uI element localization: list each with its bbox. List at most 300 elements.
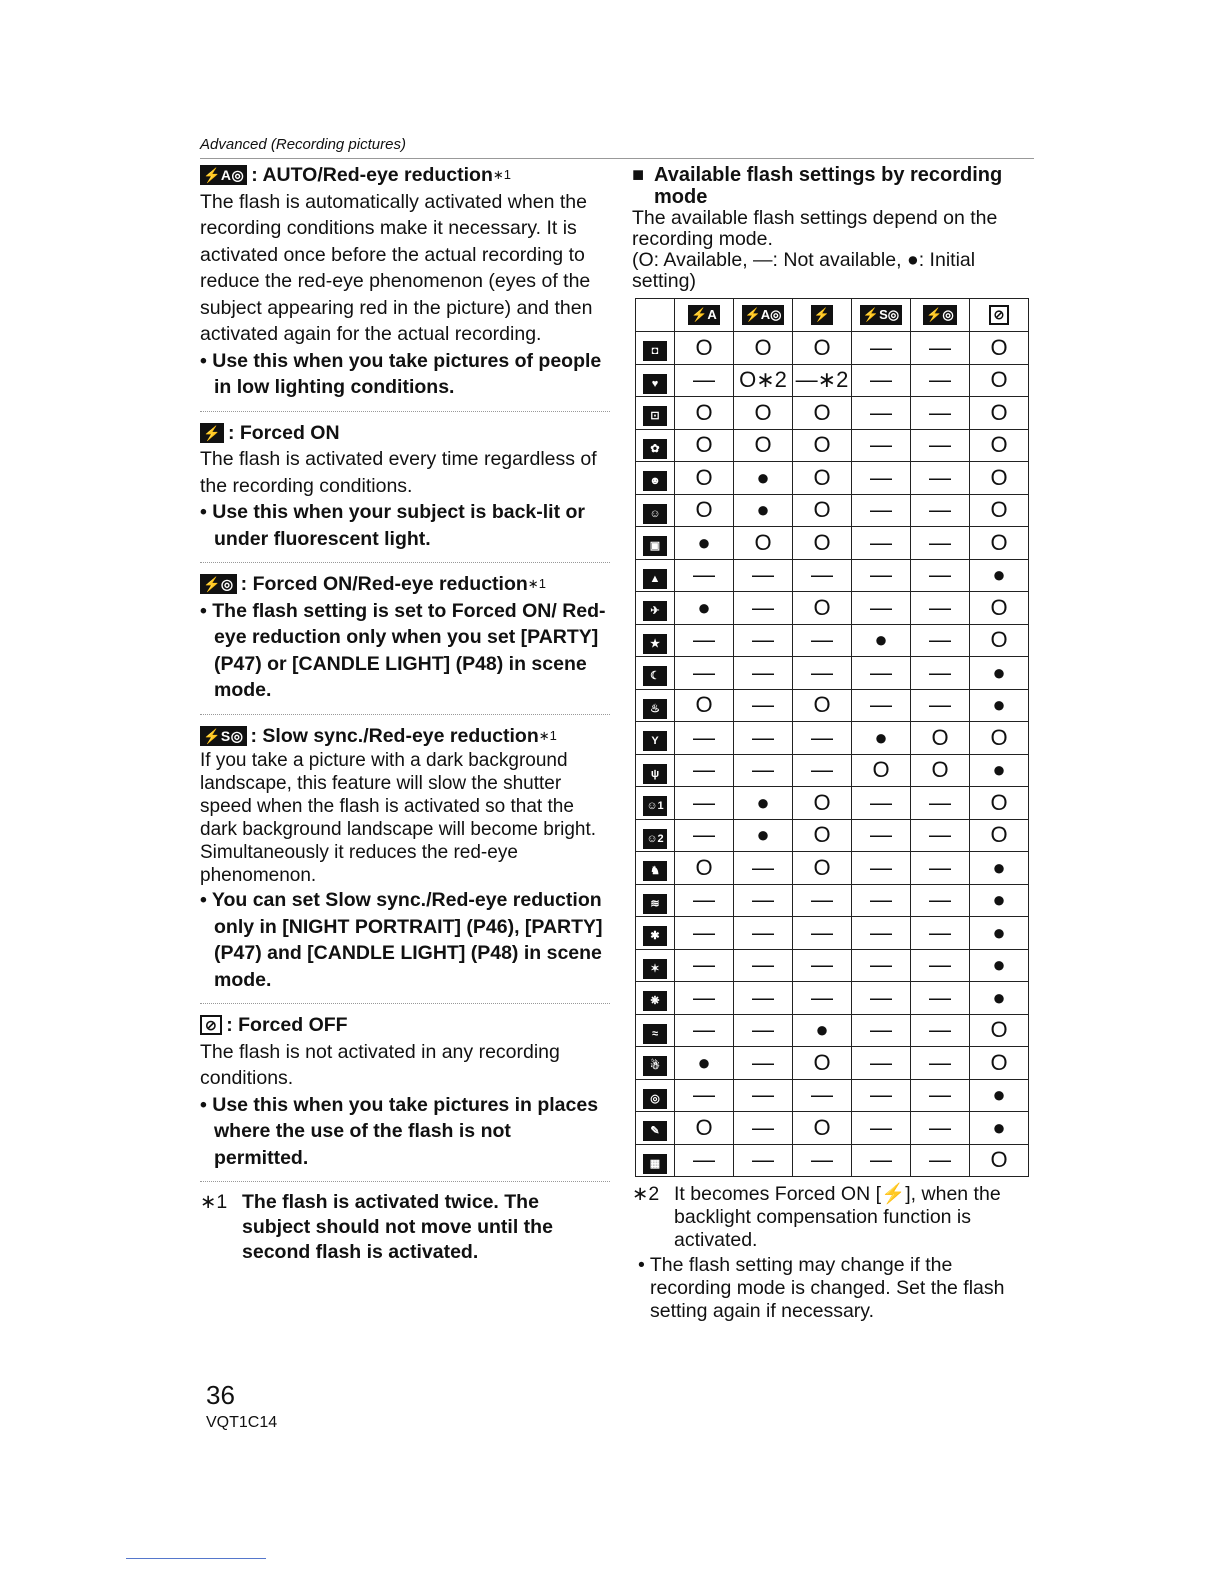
recording-mode-cell [636, 949, 675, 982]
recording-mode-cell [636, 1112, 675, 1145]
availability-cell: — [793, 722, 852, 755]
table-row [636, 689, 1029, 722]
flash-table-title [632, 164, 1036, 208]
availability-cell: O [793, 689, 852, 722]
availability-cell: ● [970, 982, 1029, 1015]
availability-cell: — [911, 657, 970, 690]
availability-cell: —∗2 [793, 364, 852, 397]
table-row [636, 917, 1029, 950]
availability-cell: — [675, 982, 734, 1015]
availability-cell: O [970, 364, 1029, 397]
flash-column-header [970, 299, 1029, 332]
flash-mode-tip: • Use this when your subject is back-lit or under fluorescent light. [200, 501, 586, 550]
recording-mode-cell [636, 592, 675, 625]
flash-mode-title-text: : Forced ON/Red-eye reduction [240, 573, 528, 595]
recording-mode-icon: ☾ [643, 666, 667, 686]
flash-mode-title [200, 420, 610, 447]
availability-cell: — [734, 624, 793, 657]
flash-mode-icon: ⚡◎ [923, 305, 957, 325]
recording-mode-cell [636, 494, 675, 527]
recording-mode-cell [636, 1144, 675, 1177]
availability-cell: — [793, 1144, 852, 1177]
recording-mode-icon: ♞ [643, 861, 667, 881]
availability-cell: O [793, 592, 852, 625]
flash-mode-icon: ⚡S◎ [860, 305, 902, 325]
availability-cell: — [852, 1144, 911, 1177]
availability-cell: — [911, 787, 970, 820]
page-number: 36 [206, 1380, 235, 1410]
recording-mode-cell [636, 657, 675, 690]
recording-mode-icon: ▲ [643, 569, 667, 589]
availability-cell: — [734, 884, 793, 917]
availability-cell: — [675, 722, 734, 755]
recording-mode-icon: Y [643, 731, 667, 751]
availability-cell: — [734, 1014, 793, 1047]
availability-cell: — [911, 819, 970, 852]
availability-cell: ● [734, 462, 793, 495]
flash-mode-tip: • Use this when you take pictures of people in low lighting conditions. [200, 349, 602, 398]
table-row [636, 592, 1029, 625]
availability-cell: — [852, 917, 911, 950]
recording-mode-icon: ψ [643, 764, 667, 784]
flash-mode-title-text: : AUTO/Red-eye reduction [251, 164, 493, 186]
availability-cell: O [793, 527, 852, 560]
availability-cell: — [852, 982, 911, 1015]
recording-mode-cell [636, 462, 675, 495]
recording-mode-cell [636, 852, 675, 885]
table-row [636, 1014, 1029, 1047]
availability-cell: O [734, 429, 793, 462]
availability-cell: — [675, 1014, 734, 1047]
availability-cell: ● [970, 852, 1029, 885]
availability-cell: — [734, 1112, 793, 1145]
table-row [636, 657, 1029, 690]
flash-mode-title [200, 1012, 610, 1039]
availability-cell: — [734, 852, 793, 885]
availability-cell: — [734, 689, 793, 722]
availability-cell: — [911, 592, 970, 625]
recording-mode-icon: ▦ [643, 1154, 667, 1174]
availability-cell: O [970, 1047, 1029, 1080]
flash-mode-description: The flash is not activated in any recording conditions. [200, 1040, 560, 1089]
availability-cell: O [970, 819, 1029, 852]
availability-cell: O [734, 332, 793, 365]
availability-cell: — [911, 332, 970, 365]
recording-mode-cell [636, 364, 675, 397]
table-row [636, 982, 1029, 1015]
availability-cell: O [793, 332, 852, 365]
flash-column-header [675, 299, 734, 332]
flash-column-header [852, 299, 911, 332]
table-row [636, 624, 1029, 657]
recording-mode-cell [636, 1079, 675, 1112]
flash-mode-tip: • The flash setting is set to Forced ON/ Red-eye reduction only when you set [PARTY] (P47) or [CANDLE LIGHT] (P48) in scene mode. [200, 599, 606, 701]
recording-mode-cell [636, 787, 675, 820]
table-row [636, 722, 1029, 755]
flash-mode-icon: ⚡◎ [200, 574, 237, 594]
header-rule [200, 158, 1034, 159]
availability-cell: — [675, 364, 734, 397]
availability-cell: — [852, 429, 911, 462]
availability-cell: O [793, 819, 852, 852]
recording-mode-icon: ◘ [643, 341, 667, 361]
recording-mode-cell [636, 754, 675, 787]
recording-mode-cell [636, 624, 675, 657]
availability-cell: — [852, 592, 911, 625]
flash-mode-section [200, 723, 610, 994]
availability-cell: — [911, 1014, 970, 1047]
availability-cell: ● [675, 592, 734, 625]
section-divider [200, 562, 610, 563]
recording-mode-icon: ✿ [643, 439, 667, 459]
availability-cell: — [852, 884, 911, 917]
recording-mode-cell [636, 1014, 675, 1047]
availability-cell: — [852, 1112, 911, 1145]
availability-cell: — [911, 982, 970, 1015]
availability-cell: O [675, 462, 734, 495]
availability-cell: ● [970, 754, 1029, 787]
table-row [636, 884, 1029, 917]
footnote-ref: ∗1 [527, 576, 546, 591]
recording-mode-cell [636, 429, 675, 462]
availability-cell: O [911, 722, 970, 755]
left-column [200, 162, 610, 1265]
flash-mode-icon: ⚡A◎ [200, 165, 247, 185]
recording-mode-cell [636, 722, 675, 755]
availability-cell: — [675, 559, 734, 592]
availability-cell: O [911, 754, 970, 787]
table-row [636, 332, 1029, 365]
availability-cell: O [675, 429, 734, 462]
recording-mode-icon: ✱ [643, 926, 667, 946]
availability-cell: — [911, 527, 970, 560]
availability-cell: — [793, 754, 852, 787]
flash-settings-table [635, 298, 1029, 1177]
recording-mode-cell [636, 332, 675, 365]
availability-cell: — [911, 1144, 970, 1177]
recording-mode-icon: ≋ [643, 894, 667, 914]
availability-cell: O [970, 592, 1029, 625]
recording-mode-cell [636, 559, 675, 592]
availability-cell: — [911, 949, 970, 982]
table-row [636, 1112, 1029, 1145]
flash-mode-description: If you take a picture with a dark background landscape, this feature will slow the shutter speed when the flash is activated so that the dark background landscape will become bright. Simultaneously it reduces the red-eye phenomenon. [200, 750, 597, 886]
availability-cell: O [675, 397, 734, 430]
table-row [636, 852, 1029, 885]
table-row [636, 787, 1029, 820]
availability-cell: — [852, 494, 911, 527]
recording-mode-cell [636, 917, 675, 950]
availability-cell: ● [970, 917, 1029, 950]
availability-cell: — [852, 1079, 911, 1112]
flash-mode-section [200, 1012, 610, 1171]
flash-mode-title [200, 723, 610, 750]
availability-cell: — [852, 332, 911, 365]
section-divider [200, 714, 610, 715]
recording-mode-icon: ♥ [643, 374, 667, 394]
availability-cell: O [970, 397, 1029, 430]
availability-cell: — [734, 949, 793, 982]
recording-mode-icon: ✎ [643, 1121, 667, 1141]
availability-cell: — [793, 559, 852, 592]
table-row [636, 429, 1029, 462]
recording-mode-icon: ✶ [643, 959, 667, 979]
availability-cell: ● [852, 722, 911, 755]
flash-mode-title-text: : Slow sync./Red-eye reduction [250, 724, 539, 747]
availability-cell: — [793, 624, 852, 657]
availability-cell: — [911, 364, 970, 397]
flash-table-legend: (O: Available, —: Not available, ●: Initial setting) [632, 249, 976, 292]
availability-cell: — [852, 397, 911, 430]
flash-mode-section [200, 571, 610, 704]
footnote-1 [200, 1190, 610, 1265]
availability-cell: — [911, 852, 970, 885]
flash-mode-title-text: : Forced OFF [226, 1014, 348, 1036]
availability-cell: — [911, 462, 970, 495]
footnote-1-mark: ∗1 [200, 1191, 228, 1213]
availability-cell: — [675, 1144, 734, 1177]
availability-cell: O [970, 332, 1029, 365]
availability-cell: — [734, 722, 793, 755]
section-divider [200, 411, 610, 412]
availability-cell: — [793, 982, 852, 1015]
recording-mode-cell [636, 884, 675, 917]
availability-cell: O [852, 754, 911, 787]
recording-mode-icon: ▣ [643, 536, 667, 556]
flash-column-header [911, 299, 970, 332]
availability-cell: — [911, 559, 970, 592]
availability-cell: O [970, 624, 1029, 657]
availability-cell: — [734, 982, 793, 1015]
availability-cell: O [675, 852, 734, 885]
bottom-rule [126, 1558, 266, 1559]
availability-cell: — [852, 364, 911, 397]
footnote-2-text: It becomes Forced ON [⚡], when the backlight compensation function is activated. [674, 1183, 1001, 1251]
availability-cell: — [734, 754, 793, 787]
availability-cell: O [793, 462, 852, 495]
table-row [636, 949, 1029, 982]
table-row [636, 1047, 1029, 1080]
flash-mode-icon: ⊘ [989, 305, 1010, 325]
availability-cell: — [911, 917, 970, 950]
footnote-1-text: The flash is activated twice. The subject should not move until the second flash is activated. [242, 1191, 553, 1263]
recording-mode-icon: ☺2 [643, 829, 667, 849]
availability-cell: — [911, 689, 970, 722]
availability-cell: — [793, 917, 852, 950]
flash-table-intro: The available flash settings depend on the recording mode. [632, 207, 998, 250]
availability-cell: — [911, 1047, 970, 1080]
availability-cell: — [793, 657, 852, 690]
recording-mode-icon: ♨ [643, 699, 667, 719]
availability-cell: ● [675, 1047, 734, 1080]
flash-mode-section [200, 420, 610, 553]
flash-mode-tip: • Use this when you take pictures in places where the use of the flash is not permitted. [200, 1093, 599, 1169]
recording-mode-icon: ☺1 [643, 796, 667, 816]
availability-cell: ● [970, 559, 1029, 592]
availability-cell: — [852, 657, 911, 690]
availability-cell: O [970, 722, 1029, 755]
availability-cell: — [852, 1014, 911, 1047]
availability-cell: ● [675, 527, 734, 560]
table-row [636, 819, 1029, 852]
table-row [636, 754, 1029, 787]
availability-cell: O∗2 [734, 364, 793, 397]
availability-cell: — [675, 917, 734, 950]
availability-cell: — [852, 949, 911, 982]
availability-cell: ● [970, 884, 1029, 917]
availability-cell: O [793, 1047, 852, 1080]
flash-mode-description: The flash is activated every time regardless of the recording conditions. [200, 448, 597, 497]
availability-cell: O [793, 787, 852, 820]
recording-mode-cell [636, 527, 675, 560]
availability-cell: O [793, 494, 852, 527]
availability-cell: O [793, 397, 852, 430]
availability-cell: — [852, 559, 911, 592]
footnote-ref: ∗1 [538, 727, 557, 743]
recording-mode-icon: ✈ [643, 601, 667, 621]
availability-cell: — [852, 1047, 911, 1080]
availability-cell: O [970, 1144, 1029, 1177]
table-row [636, 1079, 1029, 1112]
availability-cell: — [793, 884, 852, 917]
availability-cell: — [911, 1079, 970, 1112]
availability-cell: — [675, 884, 734, 917]
availability-cell: ● [970, 689, 1029, 722]
availability-cell: — [852, 689, 911, 722]
availability-cell: — [734, 1144, 793, 1177]
availability-cell: — [734, 657, 793, 690]
right-column [632, 164, 1036, 1323]
recording-mode-icon: ☻ [643, 471, 667, 491]
document-code: VQT1C14 [206, 1414, 278, 1431]
flash-mode-icon: ⚡S◎ [200, 726, 247, 746]
corner-cell [636, 299, 675, 332]
recording-mode-cell [636, 1047, 675, 1080]
recording-mode-icon: ⊡ [643, 406, 667, 426]
flash-mode-icon: ⚡A [688, 305, 720, 325]
availability-cell: — [911, 429, 970, 462]
recording-mode-icon: ❋ [643, 991, 667, 1011]
availability-cell: — [675, 787, 734, 820]
availability-cell: O [970, 462, 1029, 495]
flash-mode-title [200, 571, 610, 598]
table-row [636, 1144, 1029, 1177]
flash-mode-section [200, 162, 610, 401]
availability-cell: — [675, 819, 734, 852]
availability-cell: — [911, 884, 970, 917]
recording-mode-cell [636, 397, 675, 430]
flash-mode-title [200, 162, 610, 189]
footnote-2-mark: ∗2 [632, 1183, 660, 1205]
flash-mode-icon: ⚡ [200, 423, 224, 443]
availability-cell: O [970, 527, 1029, 560]
flash-change-note: • The flash setting may change if the recording mode is changed. Set the flash setting again if necessary. [638, 1254, 1005, 1322]
recording-mode-icon: ≈ [643, 1024, 667, 1044]
availability-cell: — [675, 949, 734, 982]
availability-cell: — [675, 1079, 734, 1112]
availability-cell: O [793, 429, 852, 462]
availability-cell: ● [970, 949, 1029, 982]
availability-cell: O [970, 429, 1029, 462]
availability-cell: O [970, 1014, 1029, 1047]
availability-cell: O [734, 397, 793, 430]
table-row [636, 397, 1029, 430]
availability-cell: ● [734, 819, 793, 852]
recording-mode-icon: ◎ [643, 1089, 667, 1109]
availability-cell: ● [970, 657, 1029, 690]
availability-cell: — [675, 754, 734, 787]
flash-mode-icon: ⚡ [811, 305, 833, 325]
availability-cell: — [852, 787, 911, 820]
recording-mode-cell [636, 819, 675, 852]
table-row [636, 494, 1029, 527]
flash-table-title-text: Available flash settings by recording mode [654, 164, 1003, 208]
availability-cell: ● [734, 494, 793, 527]
recording-mode-icon: ☃ [643, 1056, 667, 1076]
availability-cell: — [734, 917, 793, 950]
availability-cell: — [793, 949, 852, 982]
availability-cell: — [852, 852, 911, 885]
availability-cell: — [734, 592, 793, 625]
flash-mode-icon: ⊘ [200, 1015, 222, 1035]
availability-cell: O [970, 787, 1029, 820]
recording-mode-cell [636, 689, 675, 722]
availability-cell: — [793, 1079, 852, 1112]
recording-mode-icon: ☺ [643, 504, 667, 524]
availability-cell: — [911, 494, 970, 527]
availability-cell: O [970, 494, 1029, 527]
availability-cell: — [911, 624, 970, 657]
availability-cell: O [793, 1112, 852, 1145]
square-bullet-icon: ■ [632, 164, 645, 186]
availability-cell: — [852, 462, 911, 495]
flash-column-header [734, 299, 793, 332]
table-row [636, 364, 1029, 397]
availability-cell: ● [852, 624, 911, 657]
availability-cell: ● [970, 1079, 1029, 1112]
section-header: Advanced (Recording pictures) [200, 136, 406, 153]
flash-mode-title-text: : Forced ON [227, 421, 340, 444]
section-divider [200, 1181, 610, 1182]
availability-cell: — [675, 624, 734, 657]
flash-mode-tip: • You can set Slow sync./Red-eye reduction only in [NIGHT PORTRAIT] (P46), [PARTY] (P47) and [CANDLE LIGHT] (P48) in scene mode. [200, 889, 603, 991]
availability-cell: — [852, 527, 911, 560]
availability-cell: ● [793, 1014, 852, 1047]
flash-column-header [793, 299, 852, 332]
availability-cell: O [734, 527, 793, 560]
footnote-ref: ∗1 [492, 167, 512, 182]
availability-cell: — [911, 397, 970, 430]
availability-cell: ● [734, 787, 793, 820]
availability-cell: — [911, 1112, 970, 1145]
availability-cell: — [675, 657, 734, 690]
flash-mode-icon: ⚡A◎ [742, 305, 785, 325]
availability-cell: ● [970, 1112, 1029, 1145]
table-row [636, 462, 1029, 495]
flash-mode-description: The flash is automatically activated when the recording conditions make it necessary. It is activated once before the actual recording to reduce the red-eye phenomenon (eyes of the subject appearing red in the picture) and then activated again for the actual recording. [200, 190, 593, 345]
availability-cell: O [793, 852, 852, 885]
availability-cell: — [852, 819, 911, 852]
availability-cell: O [675, 494, 734, 527]
table-row [636, 527, 1029, 560]
section-divider [200, 1003, 610, 1004]
footnote-2 [632, 1183, 1036, 1323]
availability-cell: O [675, 1112, 734, 1145]
table-row [636, 559, 1029, 592]
availability-cell: — [734, 559, 793, 592]
availability-cell: — [734, 1079, 793, 1112]
recording-mode-icon: ★ [643, 634, 667, 654]
